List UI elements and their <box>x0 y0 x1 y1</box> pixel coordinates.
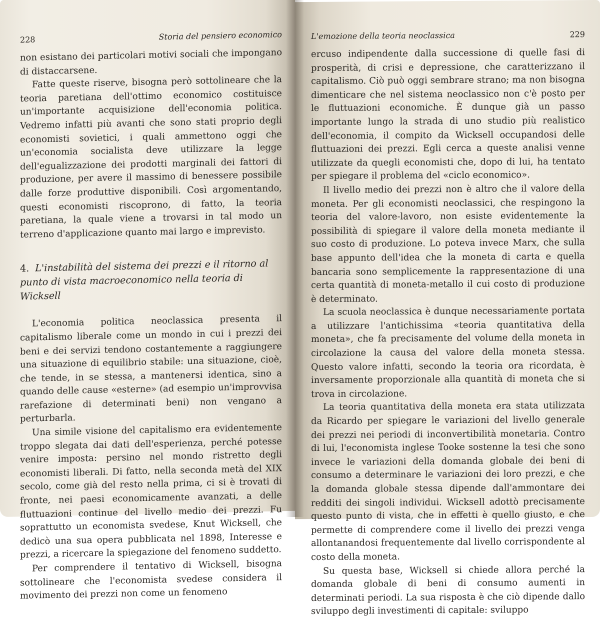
left-page-number: 228 <box>20 35 36 45</box>
left-page <box>0 0 295 602</box>
right-running-head: L'emozione della teoria neoclassica <box>311 31 455 42</box>
section-heading <box>20 257 282 304</box>
section-title: L'instabilità del sistema dei prezzi e il ritorno al punto di vista macroeconomico nella teoria di Wicksell <box>20 258 269 303</box>
section-number: 4. <box>20 263 30 275</box>
left-paragraph-3: L'economia politica neoclassica presenta il capitalismo liberale come un mondo in cui i prezzi dei beni e dei servizi tendono costantemente a raggiungere una situazione di equilibrio stabile: una situazione, cioè, che tende, in se stessa, a mantenersi identica, sino a quando delle cause «esterne» (ad esempio un'improvvisa rarefazione di determinati beni) non vengano a perturbarla. <box>20 314 282 426</box>
right-paragraph-1: ercuso indipendente dalla successione di quelle fasi di prosperità, di crisi e depressione, che caratterizzano il capitalismo. Ciò può oggi sembrare strano; ma non bisogna dimenticare che nel sistema neoclassico non c'è posto per le fluttuazioni economiche. È dunque già un passo importante lungo la strada di uno studio più realistico dell'economia, il compito da Wicksell occupandosi delle fluttuazioni dei prezzi. Egli cerca a queste analisi venne utilizzate da quegli economisti che, dopo di lui, ha tentato per spiegare il problema del «ciclo economico». <box>311 48 585 183</box>
right-paragraph-3: La scuola neoclassica è dunque necessariamente portata a utilizzare l'antichissima «teoria quantitativa della moneta», che fa precisamente del volume della moneta in circolazione la causa del valore della moneta stessa. Questo valore infatti, secondo la teoria ora ricordata, è inversamente proporzionale alla quantità di moneta che si trova in circolazione. <box>311 306 585 400</box>
right-page <box>295 0 600 618</box>
left-paragraph-4: Una simile visione del capitalismo era evidentemente troppo slegata dai dati dell'esperienza, perché potesse venire imposta: persino nel mondo ristretto degli economisti liberali. Di fatto, nella seconda metà del XIX secolo, come già del resto nella prima, ci si è trovati di fronte, nei paesi economicamente avanzati, a delle fluttuazioni continue del livello medio dei prezzi. Fu soprattutto un economista svedese, Knut Wicksell, che dedicò una sua opera pubblicata nel 1898, Interesse e prezzi, a ricercare la spiegazione del fenomeno suddetto. <box>20 423 282 561</box>
book-gutter-shadow <box>286 0 304 517</box>
right-page-body <box>311 47 585 620</box>
right-paragraph-4: La teoria quantitativa della moneta era stata utilizzata da Ricardo per spiegare le variazioni del livello generale dei prezzi nei periodi di inconvertibilità monetaria. Contro di lui, l'economista inglese Tooke sostenne la tesi che sono invece le variazioni della domanda globale dei beni di consumo a determinare le variazioni dei loro prezzi, e che la domanda globale stessa dipende dall'ammontare dei redditi dei singoli individui. Wicksell adottò precisamente questo punto di vista, che in effetti è quello giusto, e che permette di comprendere come il livello dei prezzi venga allontanandosi frequentemente dal livello corrispondente al costo della moneta. <box>311 401 585 563</box>
left-running-head: Storia del pensiero economico <box>158 30 282 42</box>
left-paragraph-2: Fatte queste riserve, bisogna però sottolineare che la teoria paretiana dell'ottimo economico costituisce un'importante acquisizione dell'economia politica. Vedremo infatti più avanti che sono stati proprio degli economisti sovietici, i quali ammettono oggi che un'economia socialista deve utilizzare la legge dell'egualizzazione dei prodotti marginali dei fattori di produzione, per avere il massimo di benessere possibile dalle forze produttive disponibili. Così argomentando, questi economisti riscoprono, di fatto, la teoria paretiana, la quale viene a trovarsi in tal modo un terreno d'applicazione quanto mai largo e imprevisto. <box>20 75 282 241</box>
left-paragraph-5: Per comprendere il tentativo di Wicksell, bisogna sottolineare che l'economista svedese considera il movimento dei prezzi non come un fenomeno <box>20 559 282 602</box>
right-paragraph-2: Il livello medio dei prezzi non è altro che il valore della moneta. Per gli economisti neoclassici, che respingono la teoria del valore-lavoro, non esiste evidentemente la possibilità di spiegare il valore della moneta mediante il suo costo di produzione. Lo poteva invece Marx, che sulla base appunto dell'idea che la moneta di carta e quella bancaria sono semplicemente la rappresentazione di una certa quantità di moneta-metallo il cui costo di produzione è determinato. <box>311 184 585 305</box>
left-page-body <box>20 47 282 243</box>
left-page-content <box>20 30 282 604</box>
right-page-number: 229 <box>569 30 585 40</box>
left-page-body-2 <box>20 313 282 604</box>
right-page-content <box>311 30 585 620</box>
left-paragraph-1: non esistano dei particolari motivi sociali che impongano di distaccarsene. <box>20 48 282 78</box>
right-paragraph-5: Su questa base, Wicksell si chiede allora perché la domanda globale di beni di consumo aumenti in determinati periodi. La sua risposta è che ciò dipende dallo sviluppo degli investimenti di capitale: sviluppo <box>311 564 585 618</box>
